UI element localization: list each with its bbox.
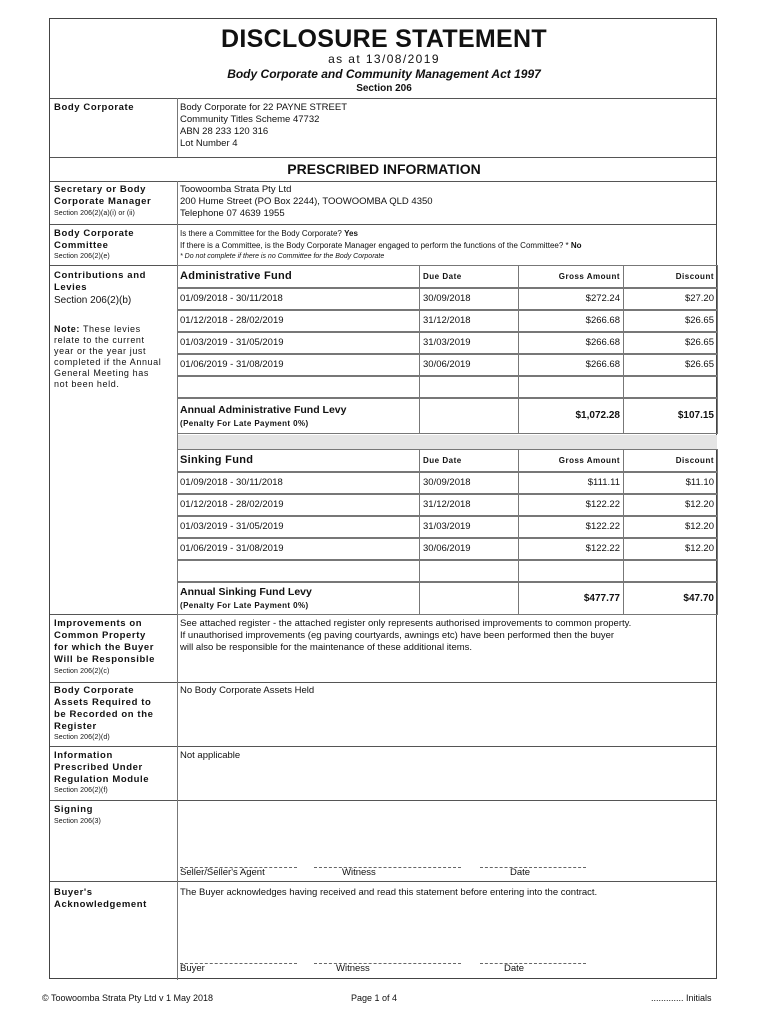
date-caption: Date [510,867,531,878]
body-corporate-line: Community Titles Scheme 47732 [180,114,320,125]
note-label: Note: [54,324,80,334]
admin-due: 30/06/2019 [423,359,471,370]
contributions-label: Levies [54,282,88,293]
assets-label: Body Corporate [54,685,135,696]
admin-total-label: Annual Administrative Fund Levy [180,404,347,416]
sinking-gross: $122.22 [585,543,620,554]
admin-due: 30/09/2018 [423,293,471,304]
sinking-period: 01/12/2018 - 28/02/2019 [180,499,284,510]
body-corporate-label: Body Corporate [54,102,135,113]
admin-col-discount: Discount [675,272,714,281]
sinking-total-gross: $477.77 [583,593,620,604]
improvements-text: See attached register - the attached register only represents authorised improvements to common property. [180,618,632,629]
sinking-gross: $122.22 [585,499,620,510]
manager-line: Telephone 07 4639 1955 [180,208,285,219]
buyer-ack-label: Acknowledgement [54,899,147,910]
seller-caption: Seller/Seller's Agent [180,867,265,878]
committee-answer: Yes [344,229,358,238]
regulation-label: Regulation Module [54,774,150,785]
assets-section: Section 206(2)(d) [54,734,110,741]
sinking-period: 01/09/2018 - 30/11/2018 [180,477,283,488]
regulation-label: Information [54,750,113,761]
manager-line: Toowoomba Strata Pty Ltd [180,184,292,195]
sinking-gross: $122.22 [585,521,620,532]
admin-discount: $26.65 [684,337,714,348]
body-corporate-line: Body Corporate for 22 PAYNE STREET [180,102,348,113]
signing-label: Signing [54,804,94,815]
buyer-ack-text: The Buyer acknowledges having received and read this statement before entering into the contract. [180,887,598,898]
sinking-due: 31/12/2018 [423,499,471,510]
disclosure-form [49,18,717,979]
admin-period: 01/09/2018 - 30/11/2018 [180,293,283,304]
body-corporate-line: ABN 28 233 120 316 [180,126,269,137]
footer-copyright: © Toowoomba Strata Pty Ltd v 1 May 2018 [42,993,214,1003]
sinking-col-gross: Gross Amount [558,456,620,465]
as-at-date: as at 13/08/2019 [328,52,440,66]
admin-total-discount: $107.15 [677,410,714,421]
admin-period: 01/03/2019 - 31/05/2019 [180,337,284,348]
sinking-total-label: Annual Sinking Fund Levy [180,586,312,598]
footer-page: Page 1 of 4 [351,993,398,1003]
secretary-label: Secretary or Body [54,184,147,195]
assets-text: No Body Corporate Assets Held [180,685,315,696]
admin-due: 31/12/2018 [423,315,471,326]
sinking-fund-title: Sinking Fund [180,454,254,466]
admin-gross: $266.68 [585,337,620,348]
secretary-section: Section 206(2)(a)(i) or (ii) [54,210,135,217]
improvements-section: Section 206(2)(c) [54,668,110,675]
admin-col-due: Due Date [423,272,462,281]
sinking-period: 01/03/2019 - 31/05/2019 [180,521,284,532]
improvements-text: will also be responsible for the maintenance of these additional items. [180,642,473,653]
sinking-discount: $12.20 [684,499,714,510]
admin-penalty: (Penalty For Late Payment 0%) [180,419,309,428]
admin-due: 31/03/2019 [423,337,471,348]
admin-gross: $266.68 [585,315,620,326]
secretary-label: Corporate Manager [54,196,152,207]
prescribed-heading: PRESCRIBED INFORMATION [287,161,481,177]
buyer-date-caption: Date [504,963,525,974]
admin-period: 01/12/2018 - 28/02/2019 [180,315,284,326]
buyer-date-signature-line[interactable] [480,963,586,964]
assets-label: be Recorded on the [54,709,154,720]
buyer-ack-label: Buyer's [54,887,93,898]
regulation-text: Not applicable [180,750,241,761]
sinking-discount: $12.20 [684,521,714,532]
page-title: DISCLOSURE STATEMENT [221,25,547,53]
admin-discount: $26.65 [684,359,714,370]
admin-gross: $266.68 [585,359,620,370]
admin-period: 01/06/2019 - 31/08/2019 [180,359,284,370]
committee-question-text: Is there a Committee for the Body Corporate? [180,229,342,238]
improvements-text: If unauthorised improvements (eg paving courtyards, awnings etc) have been performed then the buyer [180,630,615,641]
contributions-note: Note: These levies relate to the current year or the year just completed if the Annual General Meeting has not been held. [54,324,162,389]
manager-question-text: If there is a Committee, is the Body Corporate Manager engaged to perform the functions of the Committee? [180,241,564,250]
sinking-total-discount: $47.70 [683,593,714,604]
sinking-penalty: (Penalty For Late Payment 0%) [180,601,309,610]
act-title: Body Corporate and Community Management Act 1997 [227,67,541,81]
sinking-period: 01/06/2019 - 31/08/2019 [180,543,284,554]
admin-col-gross: Gross Amount [558,272,620,281]
admin-total-gross: $1,072.28 [575,410,620,421]
sinking-gross: $111.11 [587,477,620,488]
signing-section: Section 206(3) [54,818,101,825]
sinking-due: 30/09/2018 [423,477,471,488]
witness-signature-line[interactable] [314,867,461,868]
section-number: Section 206 [356,83,412,94]
contributions-section: Section 206(2)(b) [54,295,132,306]
improvements-label: Common Property [54,630,146,641]
sinking-due: 30/06/2019 [423,543,471,554]
manager-line: 200 Hume Street (PO Box 2244), TOOWOOMBA QLD 4350 [180,196,433,207]
admin-fund-title: Administrative Fund [180,270,293,282]
buyer-caption: Buyer [180,963,205,974]
improvements-label: for which the Buyer [54,642,155,653]
admin-discount: $27.20 [684,293,714,304]
improvements-label: Improvements on [54,618,143,629]
regulation-label: Prescribed Under [54,762,143,773]
committee-note: * Do not complete if there is no Committee for the Body Corporate [180,253,385,260]
committee-label: Committee [54,240,109,251]
sinking-discount: $11.10 [685,477,714,488]
improvements-label: Will be Responsible [54,654,156,665]
footer-initials: ............. Initials [651,993,712,1003]
buyer-witness-caption: Witness [336,963,370,974]
manager-committee-question: If there is a Committee, is the Body Corporate Manager engaged to perform the functions of the Committee? * No [180,241,582,250]
sinking-col-due: Due Date [423,456,462,465]
admin-gross: $272.24 [585,293,620,304]
committee-section: Section 206(2)(e) [54,253,110,260]
sinking-discount: $12.20 [684,543,714,554]
assets-label: Register [54,721,97,732]
sinking-due: 31/03/2019 [423,521,471,532]
date-signature-line[interactable] [480,867,586,868]
admin-discount: $26.65 [684,315,714,326]
manager-answer: No [570,241,582,250]
contributions-label: Contributions and [54,270,146,281]
witness-caption: Witness [342,867,376,878]
sinking-col-discount: Discount [675,456,714,465]
committee-label: Body Corporate [54,228,135,239]
committee-question [180,229,358,238]
body-corporate-line: Lot Number 4 [180,138,238,149]
assets-label: Assets Required to [54,697,152,708]
regulation-section: Section 206(2)(f) [54,787,108,794]
